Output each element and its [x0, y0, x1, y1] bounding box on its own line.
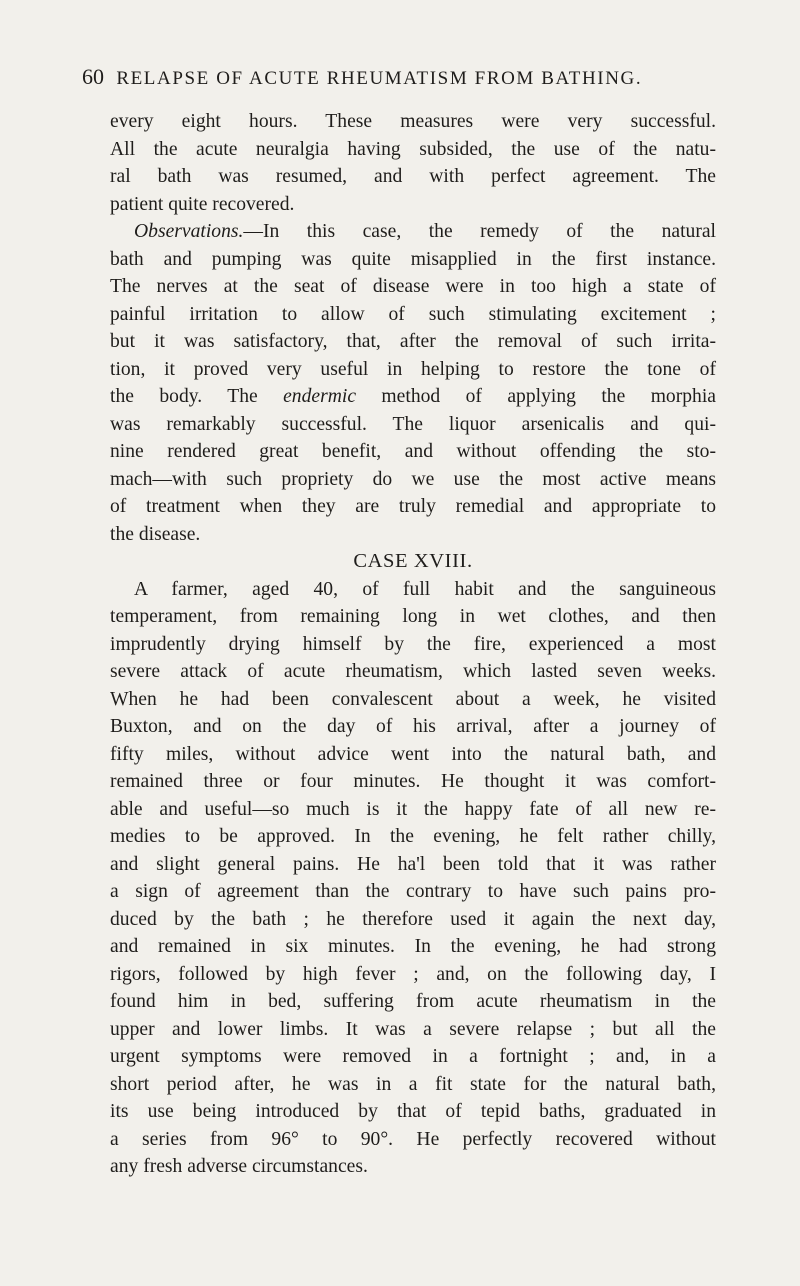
running-title: RELAPSE OF ACUTE RHEUMATISM FROM BATHING.: [116, 68, 643, 89]
text-line: severe attack of acute rheumatism, which lasted seven weeks.: [110, 661, 716, 682]
text-line: a series from 96° to 90°. He perfectly recovered without: [110, 1128, 716, 1150]
text-line: its use being introduced by that of tepid baths, graduated in: [110, 1101, 716, 1122]
endermic-line: [110, 383, 716, 411]
page-number: 60: [82, 64, 104, 89]
text-line: remained three or four minutes. He thought it was comfort-: [110, 771, 716, 792]
text-line: fifty miles, without advice went into the natural bath, and: [110, 743, 716, 765]
text-line: When he had been convalescent about a week, he visited: [110, 688, 716, 710]
text-line: of treatment when they are truly remedial and appropriate to: [110, 496, 716, 517]
text-line: ral bath was resumed, and with perfect agreement. The: [110, 166, 716, 187]
text-line: temperament, from remaining long in wet clothes, and then: [110, 606, 716, 627]
text-line: every eight hours. These measures were very successful.: [110, 111, 716, 132]
endermic-post: method of applying the morphia: [356, 386, 716, 407]
text-line: A farmer, aged 40, of full habit and the sanguineous: [134, 578, 716, 600]
text-line: nine rendered great benefit, and without offending the sto-: [110, 441, 716, 462]
text-line: was remarkably successful. The liquor arsenicalis and qui-: [110, 413, 716, 435]
text-line: the disease.: [110, 523, 201, 545]
text-line: urgent symptoms were removed in a fortnight ; and, in a: [110, 1046, 716, 1067]
text-line: tion, it proved very useful in helping to restore the tone of: [110, 358, 716, 380]
observations-first-line: [110, 218, 716, 246]
text-line: and remained in six minutes. In the evening, he had strong: [110, 936, 716, 957]
text-line: Buxton, and on the day of his arrival, after a journey of: [110, 716, 716, 737]
observations-label: Observations.: [134, 221, 244, 242]
text-line: short period after, he was in a fit state for the natural bath,: [110, 1073, 716, 1095]
body-text: [110, 108, 716, 1181]
text-line: rigors, followed by high fever ; and, on the following day, I: [110, 963, 716, 985]
text-line: patient quite recovered.: [110, 193, 295, 215]
text-line: The nerves at the seat of disease were in too high a state of: [110, 276, 716, 297]
text-line: and slight general pains. He ha'l been told that it was rather: [110, 853, 716, 875]
text-line: All the acute neuralgia having subsided, the use of the natu-: [110, 138, 716, 160]
text-line: painful irritation to allow of such stimulating excitement ;: [110, 303, 716, 325]
text-line: any fresh adverse circumstances.: [110, 1156, 368, 1177]
text-line: duced by the bath ; he therefore used it again the next day,: [110, 908, 716, 930]
text-line: but it was satisfactory, that, after the removal of such irrita-: [110, 331, 716, 352]
text-line: able and useful—so much is it the happy fate of all new re-: [110, 798, 716, 820]
running-head: [82, 64, 722, 90]
text-line: imprudently drying himself by the fire, experienced a most: [110, 633, 716, 655]
text-line: bath and pumping was quite misapplied in the first instance.: [110, 248, 716, 270]
text-line: mach—with such propriety do we use the most active means: [110, 468, 716, 490]
case-heading: CASE XVIII.: [353, 550, 473, 572]
text-line: medies to be approved. In the evening, he felt rather chilly,: [110, 826, 716, 847]
text-line: upper and lower limbs. It was a severe relapse ; but all the: [110, 1018, 716, 1040]
text-line: found him in bed, suffering from acute rheumatism in the: [110, 991, 716, 1012]
endermic-pre: the body. The: [110, 386, 284, 407]
endermic-word: endermic: [283, 386, 357, 407]
observations-first-line-text: —In this case, the remedy of the natural: [243, 221, 716, 242]
text-line: a sign of agreement than the contrary to have such pains pro-: [110, 881, 716, 902]
